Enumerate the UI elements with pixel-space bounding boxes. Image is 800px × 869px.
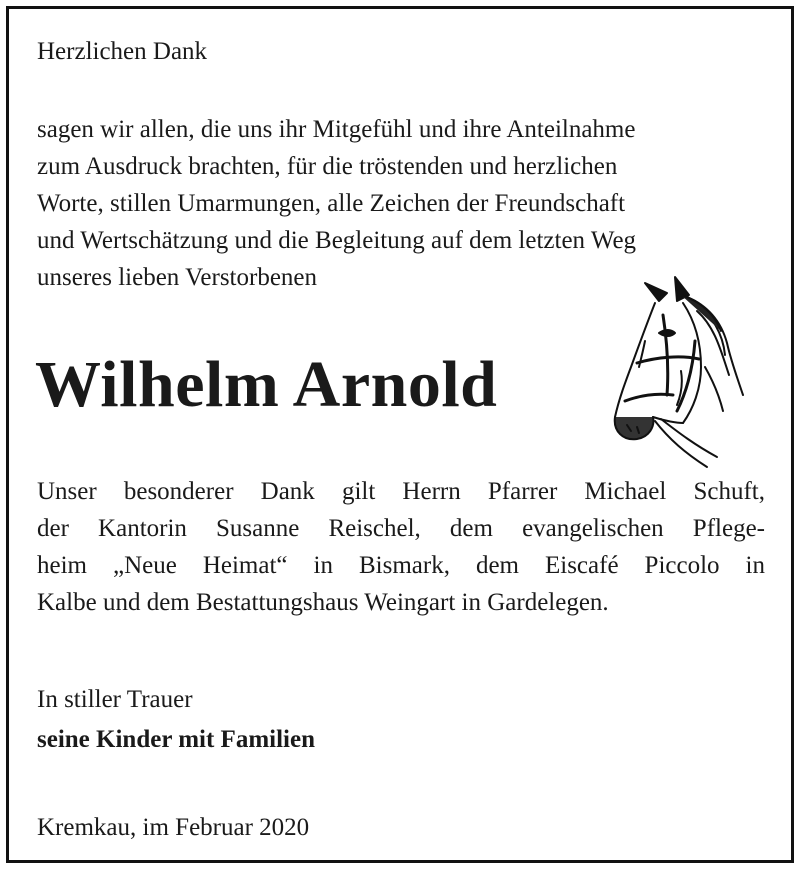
intro-line: und Wertschätzung und die Begleitung auf dem letzten Weg — [37, 227, 637, 254]
thanks-paragraph — [37, 473, 765, 621]
intro-line: sagen wir allen, die uns ihr Mitgefühl und ihre Anteilnahme — [37, 116, 636, 143]
thanks-line: Kalbe und dem Bestattungshaus Weingart in Gardelegen. — [37, 589, 609, 616]
thanks-line: heim „Neue Heimat“ in Bismark, dem Eiscafé Piccolo in — [37, 552, 765, 579]
thanks-line: Unser besonderer Dank gilt Herrn Pfarrer Michael Schuft, — [37, 478, 765, 505]
intro-line: unseres lieben Verstorbenen — [37, 264, 318, 291]
intro-line: Worte, stillen Umarmungen, alle Zeichen der Freundschaft — [37, 190, 626, 217]
mourning-line: In stiller Trauer — [37, 686, 193, 713]
intro-line: zum Ausdruck brachten, für die tröstenden und herzlichen — [37, 153, 618, 180]
thanks-line: der Kantorin Susanne Reischel, dem evangelischen Pflege- — [37, 515, 765, 542]
deceased-name: Wilhelm Arnold — [35, 348, 498, 421]
family-signature: seine Kinder mit Familien — [37, 726, 315, 753]
place-date: Kremkau, im Februar 2020 — [37, 814, 310, 841]
horse-head-icon — [597, 271, 747, 471]
notice-heading: Herzlichen Dank — [37, 38, 208, 65]
obituary-notice — [6, 6, 794, 863]
intro-paragraph — [37, 111, 757, 296]
